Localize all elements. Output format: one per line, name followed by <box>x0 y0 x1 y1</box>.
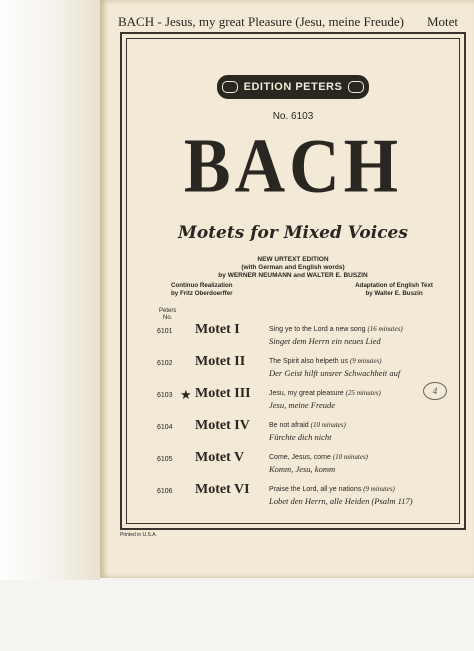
motet-duration: (10 minutes) <box>332 453 369 461</box>
motet-row <box>157 450 453 482</box>
motet-german-title: Singet dem Herrn ein neues Lied <box>269 336 381 346</box>
motet-german-title: Jesu, meine Freude <box>269 400 336 410</box>
edition-info <box>127 256 459 280</box>
motet-duration: (9 minutes) <box>349 357 382 365</box>
motet-duration: (10 minutes) <box>310 421 346 429</box>
adaptation-credit <box>355 282 433 298</box>
scan-margin <box>0 0 100 580</box>
motet-row <box>157 322 453 354</box>
continuo-credit <box>171 282 233 298</box>
motet-name: Motet II <box>195 354 246 369</box>
motet-row <box>157 418 453 450</box>
printed-in-note: Printed in U.S.A. <box>120 532 157 538</box>
motet-number: 6103 <box>157 392 173 399</box>
peters-header-line-2: No. <box>163 315 173 321</box>
continuo-credit-line-1: Continuo Realization <box>171 282 233 289</box>
edition-line-2: (with German and English words) <box>241 264 345 271</box>
motet-duration: (16 minutes) <box>367 325 403 333</box>
motet-german-title: Komm, Jesu, komm <box>269 464 336 474</box>
motet-english-title <box>269 421 346 429</box>
running-head-genre: Motet <box>426 14 458 29</box>
motet-number: 6105 <box>157 456 173 463</box>
english-title-text: Sing ye to the Lord a new song <box>269 326 366 333</box>
motet-name: Motet I <box>195 322 240 337</box>
english-title-text: The Spirit also helpeth us <box>269 358 348 365</box>
motet-german-title: Lobet den Herrn, alle Heiden (Psalm 117) <box>269 496 413 506</box>
peters-number-header <box>159 308 176 322</box>
motet-duration: (25 minutes) <box>345 389 381 397</box>
edition-line-1: NEW URTEXT EDITION <box>257 256 329 263</box>
work-subtitle: Motets for Mixed Voices <box>178 223 408 243</box>
continuo-credit-line-2: by Fritz Oberdoerffer <box>171 290 233 297</box>
running-head <box>118 14 458 30</box>
score-cover <box>100 0 474 578</box>
motet-german-title: Fürchte dich nicht <box>269 432 332 442</box>
motet-name: Motet III <box>195 386 251 401</box>
motet-row <box>157 354 453 386</box>
motet-name: Motet IV <box>195 418 250 433</box>
pencil-annotation: 4 <box>423 382 447 400</box>
motet-english-title <box>269 357 382 365</box>
motet-list <box>157 322 453 514</box>
english-title-text: Come, Jesus, come <box>269 454 331 461</box>
edition-line-3: by WERNER NEUMANN and WALTER E. BUSZIN <box>218 272 368 279</box>
motet-row-current <box>157 386 453 418</box>
motet-number: 6101 <box>157 328 173 335</box>
star-icon: ★ <box>180 387 192 402</box>
motet-duration: (9 minutes) <box>363 485 395 493</box>
motet-number: 6106 <box>157 488 173 495</box>
motet-english-title <box>269 453 368 461</box>
publisher-logo-wrap <box>127 75 459 99</box>
running-head-title: BACH - Jesus, my great Pleasure (Jesu, meine Freude) <box>118 14 404 29</box>
credits <box>171 282 433 298</box>
english-title-text: Jesu, my great pleasure <box>269 390 344 397</box>
adaptation-credit-line-2: by Walter E. Buszin <box>365 290 423 297</box>
edition-peters-logo <box>217 75 369 99</box>
motet-german-title: Der Geist hilft unsrer Schwachheit auf <box>269 368 401 378</box>
english-title-text: Be not afraid <box>269 422 309 429</box>
catalog-number: No. 6103 <box>272 111 314 122</box>
motet-number: 6102 <box>157 360 173 367</box>
motet-english-title <box>269 485 395 493</box>
motet-english-title <box>269 389 381 397</box>
motet-number: 6104 <box>157 424 173 431</box>
motet-name: Motet VI <box>195 482 250 497</box>
composer-name: BACH <box>183 124 403 210</box>
motet-english-title <box>269 325 403 333</box>
english-title-text: Praise the Lord, all ye nations <box>269 486 362 493</box>
motet-row <box>157 482 453 514</box>
motet-name: Motet V <box>195 450 245 465</box>
peters-header-line-1: Peters <box>159 308 177 314</box>
cover-frame-inner <box>126 38 460 524</box>
cover-frame <box>120 32 466 530</box>
adaptation-credit-line-1: Adaptation of English Text <box>355 282 433 289</box>
logo-text: EDITION PETERS <box>243 81 343 93</box>
